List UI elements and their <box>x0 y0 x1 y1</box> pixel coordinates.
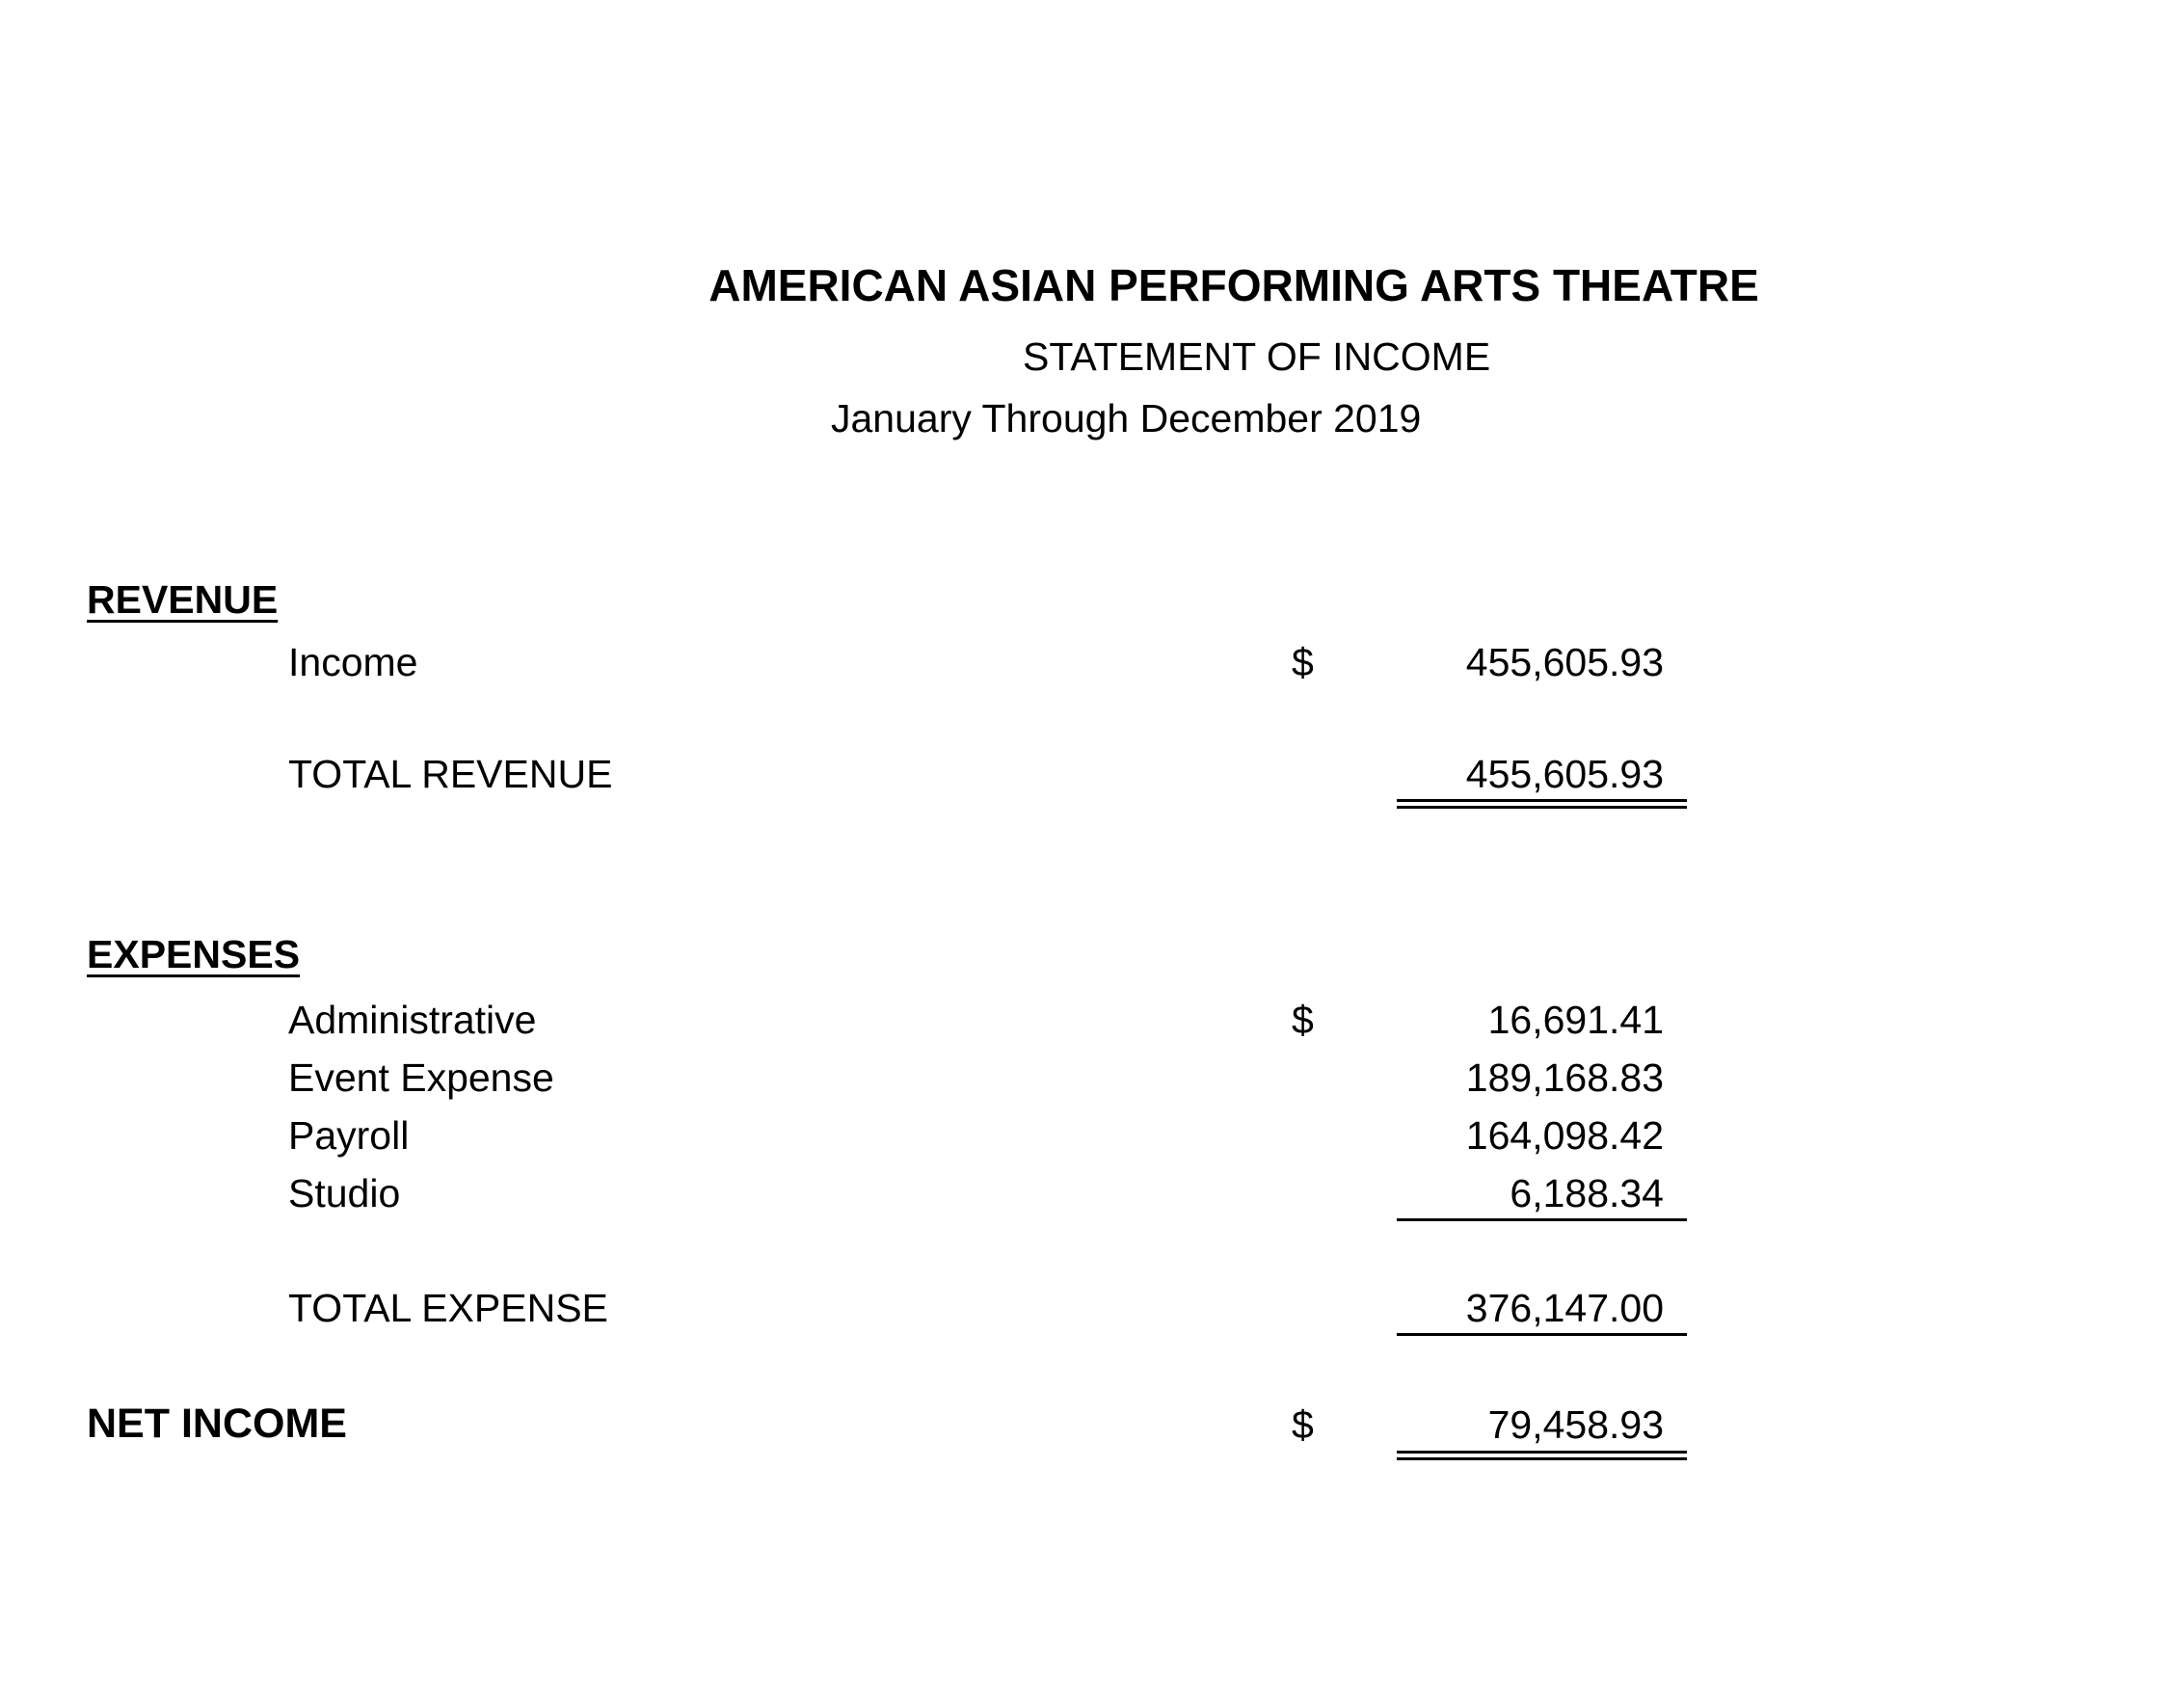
organization-title: AMERICAN ASIAN PERFORMING ARTS THEATRE <box>708 260 1759 310</box>
statement-title: STATEMENT OF INCOME <box>1023 334 1491 379</box>
total-expense-label: TOTAL EXPENSE <box>288 1286 608 1330</box>
total-revenue-amount: 455,605.93 <box>1465 752 1664 796</box>
net-income-amount: 79,458.93 <box>1487 1402 1664 1447</box>
expense-item-currency: $ <box>1292 998 1314 1042</box>
net-income-double-rule <box>1397 1451 1687 1460</box>
expense-item-amount: 16,691.41 <box>1487 998 1664 1042</box>
expense-item-label: Payroll <box>288 1113 410 1158</box>
revenue-item-label: Income <box>288 640 418 684</box>
revenue-heading: REVENUE <box>87 577 279 622</box>
expense-item-label: Administrative <box>288 998 537 1042</box>
expenses-heading: EXPENSES <box>87 932 301 976</box>
expense-item-amount: 6,188.34 <box>1510 1171 1664 1215</box>
expense-item-amount: 164,098.42 <box>1465 1113 1664 1158</box>
total-revenue-label: TOTAL REVENUE <box>288 752 613 796</box>
expense-item-label: Event Expense <box>288 1055 554 1100</box>
expense-item-amount: 189,168.83 <box>1465 1055 1664 1100</box>
revenue-item-amount: 455,605.93 <box>1465 640 1664 684</box>
net-income-currency: $ <box>1292 1402 1314 1447</box>
expense-item-label: Studio <box>288 1171 401 1215</box>
total-revenue-double-rule <box>1397 799 1687 809</box>
total-expense-amount: 376,147.00 <box>1465 1286 1664 1330</box>
expenses-subtotal-rule <box>1397 1218 1687 1221</box>
revenue-item-currency: $ <box>1292 640 1314 684</box>
net-income-label: NET INCOME <box>87 1401 347 1447</box>
statement-period: January Through December 2019 <box>831 396 1422 440</box>
total-expense-rule <box>1397 1333 1687 1336</box>
